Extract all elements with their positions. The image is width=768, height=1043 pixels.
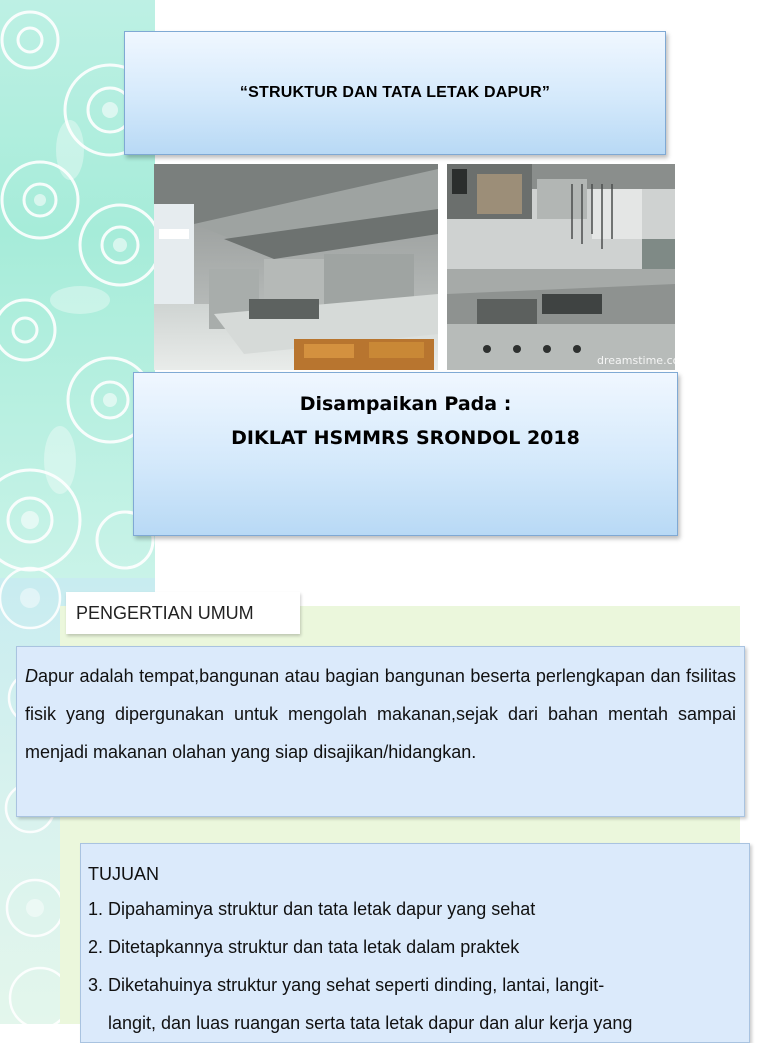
goal-item: 1. Dipahaminya struktur dan tata letak dapur yang sehat [88, 899, 536, 919]
watermark-text: dreamstime.com [597, 354, 691, 367]
goal-item: 3. Diketahuinya struktur yang sehat seperti dinding, lantai, langit- [88, 975, 605, 995]
goals-heading: TUJUAN [88, 864, 159, 884]
kitchen-photo-left-image [154, 164, 438, 370]
definition-dropcap: D [25, 666, 38, 686]
goal-item: 2. Ditetapkannya struktur dan tata letak dalam praktek [88, 937, 520, 957]
section-heading: PENGERTIAN UMUM [76, 602, 254, 623]
definition-box [16, 646, 745, 817]
content-slide [0, 578, 768, 1033]
slide-title: “STRUKTUR DAN TATA LETAK DAPUR” [239, 84, 551, 101]
definition-text [25, 657, 736, 771]
kitchen-photo-right-image [447, 164, 691, 370]
title-box [124, 31, 666, 155]
kitchen-photo-right [447, 164, 691, 370]
event-name: DIKLAT HSMMRS SRONDOL 2018 [231, 427, 580, 449]
section-heading-box [66, 592, 300, 634]
goals-box [80, 843, 750, 1043]
definition-body: apur adalah tempat,bangunan atau bagian bangunan beserta perlengkapan dan fsilitas fisik yang dipergunakan untuk mengolah makanan,sejak dari bahan mentah sampai menjadi makanan olahan yang siap disajikan/hidangkan. [25, 666, 736, 762]
presented-box [133, 372, 678, 536]
presented-label: Disampaikan Pada : [299, 393, 512, 415]
goal-item: langit, dan luas ruangan serta tata letak dapur dan alur kerja yang [88, 1013, 633, 1033]
kitchen-photo-left [154, 164, 438, 370]
